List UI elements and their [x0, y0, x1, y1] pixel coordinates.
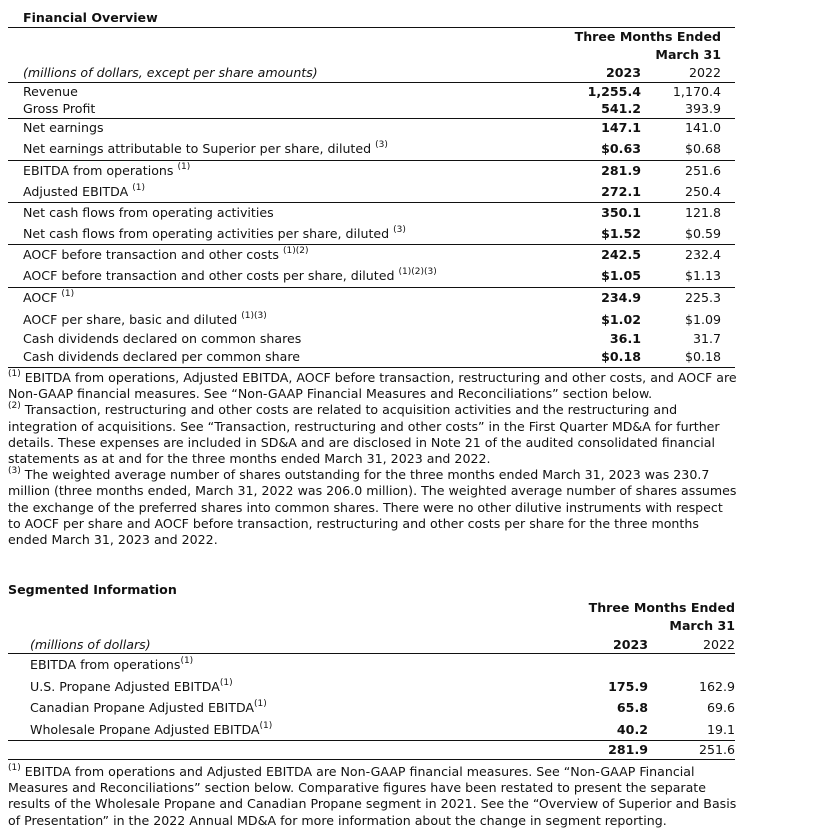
row-label: Net earnings attributable to Superior per share, diluted $^{(3)}$ [23, 140, 388, 156]
divider [8, 740, 735, 741]
seg-value-2023: 40.2 [616, 722, 648, 737]
seg-col-header-2022: 2022 [702, 637, 735, 652]
value-2023: 272.1 [601, 184, 641, 199]
value-2022: 232.4 [684, 247, 721, 262]
seg-total-2023: 281.9 [608, 742, 648, 757]
row-label: Net cash flows from operating activities per share, diluted $^{(3)}$ [23, 225, 406, 241]
divider [8, 287, 735, 288]
row-label: AOCF before transaction and other costs $^{(1)(2)}$ [23, 246, 309, 262]
value-2022: 31.7 [692, 331, 721, 346]
col-header-2023: 2023 [605, 65, 641, 80]
value-2023: 541.2 [601, 101, 641, 116]
segmented-information-title: Segmented Information [8, 582, 177, 597]
value-2022: 250.4 [684, 184, 721, 199]
divider [8, 82, 735, 83]
seg-value-2022: 19.1 [706, 722, 735, 737]
divider [8, 244, 735, 245]
footnote: $^{(3)}$ The weighted average number of shares outstanding for the three months ended March 31, 2023 was 230.7 million (three months ended, March 31, 2022 was 206.0 million). The weighted average number of shares assumes the exchange of the preferred shares into common shares. There were no other dilutive instruments with respect to AOCF per share and AOCF before transaction, restructuring and other costs per share for the three months ended March 31, 2023 and 2022. [8, 466, 737, 548]
value-2023: $0.18 [601, 349, 641, 364]
divider [8, 160, 735, 161]
financial-overview-footnotes [8, 370, 738, 548]
seg-row-label: Canadian Propane Adjusted EBITDA$^{(1)}$ [30, 699, 267, 715]
seg-period-header-line2: March 31 [669, 618, 735, 633]
financial-overview-title: Financial Overview [23, 10, 158, 25]
row-label: AOCF per share, basic and diluted $^{(1)(3)}$ [23, 311, 267, 327]
value-2023: 242.5 [601, 247, 641, 262]
units-label: (millions of dollars, except per share amounts) [23, 65, 318, 80]
period-header-line1: Three Months Ended [574, 29, 721, 44]
footnote: $^{(1)}$ EBITDA from operations and Adjusted EBITDA are Non-GAAP financial measures. See “Non-GAAP Financial Measures and Reconciliations” section below. Comparative figures have been restated to present the separate results of the Wholesale Propane and Canadian Propane segment in 2021. See the “Overview of Superior and Basis of Presentation” in the 2022 Annual MD&A for more information about the change in segment reporting. [8, 763, 737, 828]
value-2022: 1,170.4 [672, 84, 721, 99]
row-label: Revenue [23, 84, 78, 99]
period-header-line2: March 31 [655, 47, 721, 62]
value-2023: $0.63 [601, 141, 641, 156]
row-label: Net cash flows from operating activities [23, 205, 274, 220]
seg-value-2022: 69.6 [706, 700, 735, 715]
value-2023: 147.1 [601, 120, 641, 135]
value-2022: 251.6 [684, 163, 721, 178]
row-label: Net earnings [23, 120, 104, 135]
footnote: $^{(2)}$ Transaction, restructuring and other costs are related to acquisition activities and the restructuring and integration of acquisitions. See “Transaction, restructuring and other costs” in the First Quarter MD&A for further details. These expenses are included in SD&A and are disclosed in Note 21 of the audited consolidated financial statements as at and for the three months ended March 31, 2023 and 2022. [8, 401, 720, 467]
value-2022: $0.68 [684, 141, 721, 156]
seg-col-header-2023: 2023 [612, 637, 648, 652]
segmented-information-footnotes [8, 764, 738, 829]
row-label: Gross Profit [23, 101, 96, 116]
value-2023: 350.1 [601, 205, 641, 220]
value-2023: 234.9 [601, 290, 641, 305]
value-2022: 225.3 [684, 290, 721, 305]
seg-units-label: (millions of dollars) [30, 637, 151, 652]
value-2022: 141.0 [684, 120, 721, 135]
col-header-2022: 2022 [688, 65, 721, 80]
row-label: Cash dividends declared per common share [23, 349, 301, 364]
value-2022: $0.18 [684, 349, 721, 364]
value-2022: 121.8 [684, 205, 721, 220]
seg-value-2022: 162.9 [698, 679, 735, 694]
value-2023: 1,255.4 [587, 84, 641, 99]
seg-row-label: U.S. Propane Adjusted EBITDA$^{(1)}$ [30, 678, 233, 694]
divider [8, 27, 735, 28]
value-2023: $1.02 [601, 312, 641, 327]
seg-total-2022: 251.6 [698, 742, 735, 757]
row-label: Cash dividends declared on common shares [23, 331, 302, 346]
divider [8, 367, 735, 368]
footnote: $^{(1)}$ EBITDA from operations, Adjusted EBITDA, AOCF before transaction, restructuring and other costs, and AOCF are Non-GAAP financial measures. See “Non-GAAP Financial Measures and Reconciliations” section below. [8, 369, 737, 402]
row-label: AOCF $^{(1)}$ [23, 289, 75, 305]
value-2022: $0.59 [684, 226, 721, 241]
value-2022: $1.09 [684, 312, 721, 327]
value-2023: $1.05 [601, 268, 641, 283]
value-2023: 36.1 [609, 331, 641, 346]
divider [8, 759, 735, 760]
divider [8, 118, 735, 119]
row-label: Adjusted EBITDA $^{(1)}$ [23, 183, 145, 199]
value-2023: $1.52 [601, 226, 641, 241]
seg-value-2023: 175.9 [608, 679, 648, 694]
value-2022: 393.9 [684, 101, 721, 116]
row-label: EBITDA from operations $^{(1)}$ [23, 162, 191, 178]
seg-value-2023: 65.8 [616, 700, 648, 715]
value-2023: 281.9 [601, 163, 641, 178]
value-2022: $1.13 [684, 268, 721, 283]
seg-period-header-line1: Three Months Ended [588, 600, 735, 615]
divider [8, 202, 735, 203]
divider [8, 653, 735, 654]
seg-row-label: Wholesale Propane Adjusted EBITDA$^{(1)}$ [30, 721, 273, 737]
row-label: AOCF before transaction and other costs per share, diluted $^{(1)(2)(3)}$ [23, 267, 437, 283]
seg-section-label: EBITDA from operations$^{(1)}$ [30, 656, 194, 672]
